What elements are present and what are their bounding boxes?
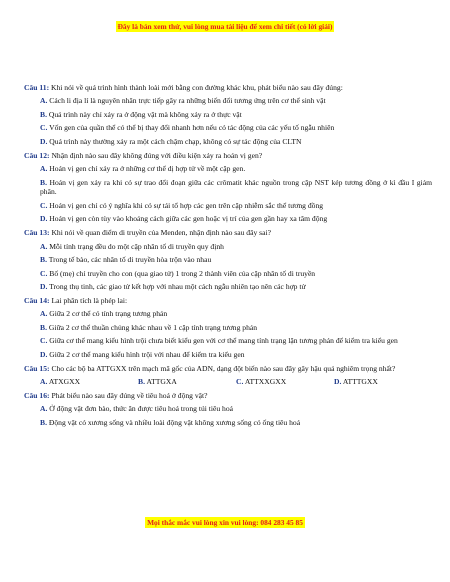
question-list <box>24 83 432 428</box>
option-text: Trong tế bào, các nhân tố di truyền hòa trộn vào nhau <box>48 255 212 265</box>
option-b <box>24 255 432 265</box>
option-label: B. <box>40 255 47 265</box>
option-text: Giữa cơ thể mang kiểu hình trội chưa biết kiểu gen với cơ thể mang tính trạng lặn tương phản để kiểm tra kiểu gen <box>49 336 398 346</box>
option-d <box>24 214 432 224</box>
option-b <box>24 418 432 428</box>
option-label: B. <box>40 109 47 119</box>
question-label: Câu 13: <box>24 228 50 238</box>
preview-banner <box>0 22 450 32</box>
option-label: A. <box>40 241 48 251</box>
option-text: ATTGXA <box>146 377 177 386</box>
inline-options <box>24 377 432 387</box>
option-label: A. <box>40 377 48 386</box>
option-label: C. <box>40 200 48 210</box>
contact-footer-text: Mọi thắc mắc vui lòng xin vui lòng: 084 283 45 85 <box>147 518 303 527</box>
option-text: ATTXXGXX <box>244 377 287 386</box>
option-text: Giữa 2 cơ thể có tính trạng tương phản <box>49 309 168 319</box>
question-label: Câu 16: <box>24 390 50 400</box>
option-text: Bố (mẹ) chỉ truyền cho con (qua giao tử) 1 trong 2 thành viên của cặp nhân tố di truyền <box>49 268 316 278</box>
question-text: Lai phân tích là phép lai: <box>51 295 128 305</box>
question-16 <box>24 391 432 401</box>
option-text: Trong thụ tinh, các giao tử kết hợp với nhau một cách ngẫu nhiên tạo nên các hợp tử <box>49 282 306 292</box>
option-a <box>24 242 432 252</box>
option-d <box>24 137 432 147</box>
option-text: Cách li địa lí là nguyên nhân trực tiếp gây ra những biến đổi tương ứng trên cơ thể sinh vật <box>49 96 326 106</box>
option-c <box>24 336 432 346</box>
option-text: ATTTGXX <box>342 377 378 386</box>
option-a <box>24 309 432 319</box>
question-label: Câu 14: <box>24 295 50 305</box>
option-text: Hoán vị gen chỉ xảy ra ở những cơ thể dị hợp tử về một cặp gen. <box>49 164 246 174</box>
option-text: Hoán vị gen còn tùy vào khoảng cách giữa các gen hoặc vị trí của gen gần hay xa tâm động <box>49 214 328 224</box>
option-text: Hoán vị gen chỉ có ý nghĩa khi có sự tái tổ hợp các gen trên cặp nhiễm sắc thể tương đồng <box>49 200 324 210</box>
option-label: A. <box>40 164 48 174</box>
option-text: Giữa 2 cơ thể thuần chủng khác nhau về 1 cặp tính trạng tương phản <box>48 322 258 332</box>
option-label: B. <box>40 417 47 427</box>
question-text: Nhận định nào sau đây không đúng với điều kiện xảy ra hoán vị gen? <box>51 150 263 160</box>
option-label: A. <box>40 309 48 319</box>
option-text: Động vật có xương sống và nhiều loài động vật không xương sống có ống tiêu hoá <box>48 417 301 427</box>
option-a <box>40 377 138 387</box>
question-12 <box>24 151 432 161</box>
option-b <box>24 110 432 120</box>
question-11 <box>24 83 432 93</box>
option-text: Giữa 2 cơ thể mang kiểu hình trội với nhau để kiểm tra kiểu gen <box>49 349 245 359</box>
option-d <box>24 350 432 360</box>
option-text: Vốn gen của quần thể có thể bị thay đổi nhanh hơn nếu có tác động của các yếu tố ngẫu nhiên <box>49 123 335 133</box>
question-15 <box>24 364 432 374</box>
option-b <box>138 377 236 387</box>
question-label: Câu 15: <box>24 363 50 373</box>
option-text: Quá trình này chỉ xảy ra ở động vật mà không xảy ra ở thực vật <box>48 109 242 119</box>
option-text: Mỗi tính trạng đều do một cặp nhân tố di truyền quy định <box>49 241 224 251</box>
question-13 <box>24 228 432 238</box>
option-label: B. <box>40 322 47 332</box>
option-label: C. <box>40 336 48 346</box>
option-c <box>24 269 432 279</box>
option-b <box>24 323 432 333</box>
question-text: Khi nói về quá trình hình thành loài mới bằng con đường khác khu, phát biểu nào sau đây đúng: <box>51 83 343 92</box>
option-text: Ở động vật đơn bào, thức ăn được tiêu hoá trong túi tiêu hoá <box>49 404 234 414</box>
option-label: C. <box>40 123 48 133</box>
option-label: D. <box>334 377 342 386</box>
question-text: Khi nói về quan điểm di truyền của Menden, nhận định nào sau đây sai? <box>51 228 271 238</box>
option-label: D. <box>40 349 48 359</box>
option-c <box>24 201 432 211</box>
question-text: Phát biểu nào sau đây đúng về tiêu hoá ở động vật? <box>51 390 208 400</box>
question-text: Cho các bộ ba ATTGXX trên mạch mã gốc của ADN, dạng đột biến nào sau đây gây hậu quả nghiêm trọng nhất? <box>51 363 396 373</box>
question-14 <box>24 296 432 306</box>
option-label: C. <box>236 377 244 386</box>
option-label: B. <box>138 377 145 386</box>
option-a <box>24 404 432 414</box>
option-label: D. <box>40 136 48 146</box>
option-label: A. <box>40 404 48 414</box>
option-label: D. <box>40 282 48 292</box>
option-d <box>24 282 432 292</box>
option-label: C. <box>40 268 48 278</box>
question-label: Câu 11: <box>24 83 50 92</box>
option-d <box>334 377 432 387</box>
option-text: ATXGXX <box>48 377 81 386</box>
option-label: D. <box>40 214 48 224</box>
option-text: Hoán vị gen xảy ra khi có sự trao đổi đoạn giữa các crômatit khác nguồn trong cặp NST kép tương đồng ở kì đầu I giảm phân. <box>40 177 432 197</box>
option-b <box>24 178 432 198</box>
contact-footer <box>0 518 450 528</box>
option-text: Quá trình này thường xảy ra một cách chậm chạp, không có sự tác động của CLTN <box>49 136 302 146</box>
option-c <box>24 123 432 133</box>
question-label: Câu 12: <box>24 150 50 160</box>
option-c <box>236 377 334 387</box>
option-label: B. <box>40 177 47 187</box>
option-a <box>24 96 432 106</box>
preview-banner-text: Đây là bản xem thử, vui lòng mua tài liệu để xem chi tiết (có lời giải) <box>117 22 333 31</box>
option-a <box>24 164 432 174</box>
option-label: A. <box>40 96 48 106</box>
